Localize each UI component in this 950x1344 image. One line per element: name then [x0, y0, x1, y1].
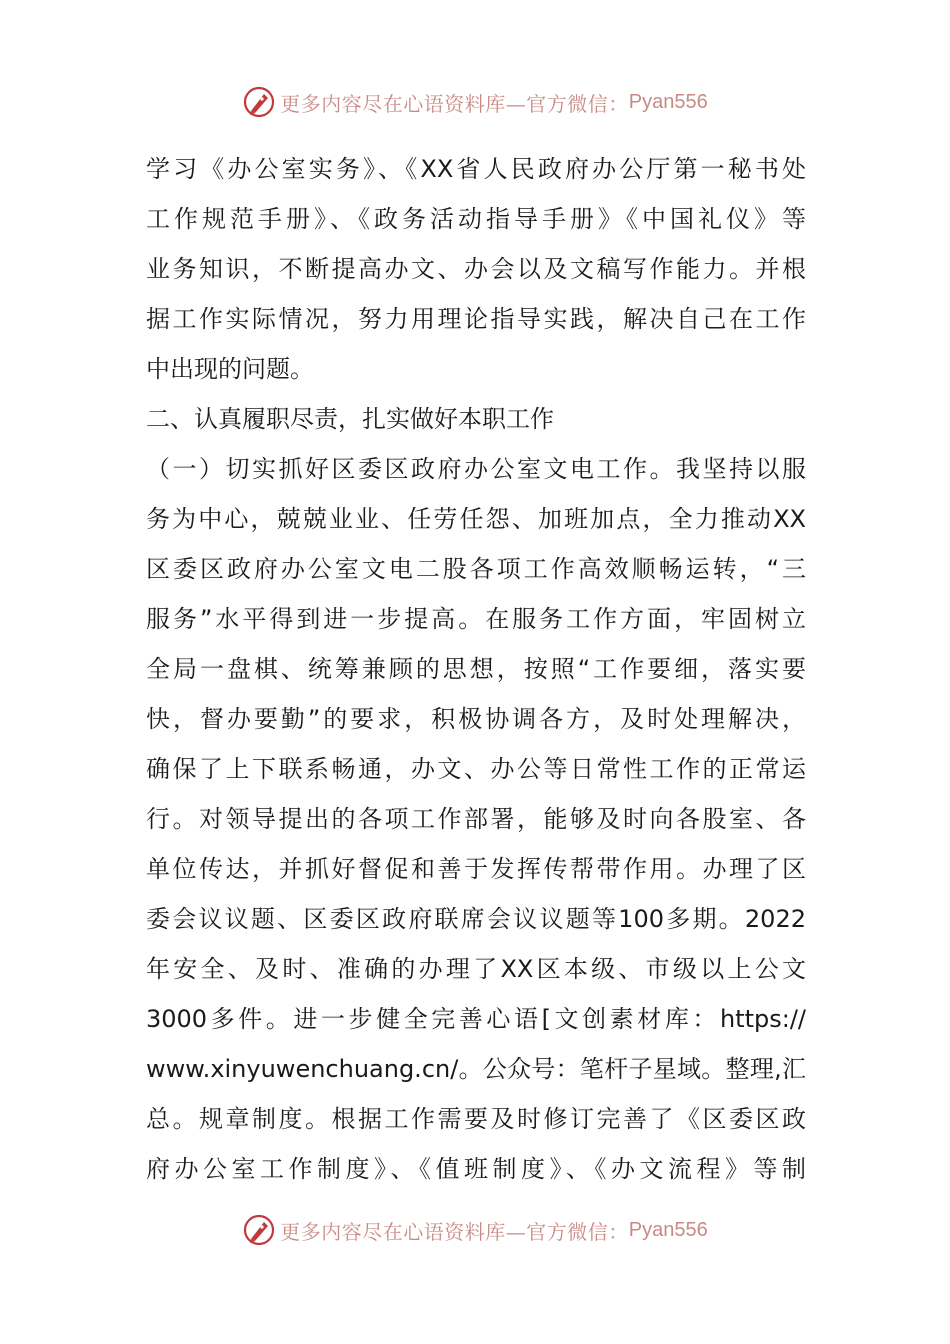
- body-line: 务为中心，兢兢业业、任劳任怨、加班加点，全力推动XX: [146, 505, 806, 533]
- body-line: 据工作实际情况，努力用理论指导实践，解决自己在工作: [146, 305, 806, 333]
- header-watermark: [0, 82, 950, 122]
- body-line: 总。规章制度。根据工作需要及时修订完善了《区委区政: [146, 1105, 806, 1133]
- body-line: 全局一盘棋、统筹兼顾的思想，按照“工作要细，落实要: [146, 655, 806, 683]
- body-line: www.xinyuwenchuang.cn/。公众号：笔杆子星域。整理,汇: [146, 1055, 806, 1083]
- body-line: 区委区政府办公室文电二股各项工作高效顺畅运转，“三: [146, 555, 806, 583]
- body-line: 学习《办公室实务》、《XX省人民政府办公厅第一秘书处: [146, 155, 806, 183]
- body-line: 快，督办要勤”的要求，积极协调各方，及时处理解决，: [146, 705, 806, 733]
- body-line: 府办公室工作制度》、《值班制度》、《办文流程》等制: [146, 1155, 806, 1183]
- body-line: 中出现的问题。: [146, 355, 314, 383]
- body-line: 单位传达，并抓好督促和善于发挥传帮带作用。办理了区: [146, 855, 806, 883]
- pen-nib-logo-icon: [242, 1213, 276, 1247]
- section-heading: 二、认真履职尽责，扎实做好本职工作: [146, 405, 554, 433]
- watermark-wechat-id: Pyan556: [628, 90, 708, 113]
- watermark-text: 更多内容尽在心语资料库—官方微信：: [280, 91, 629, 116]
- body-line: 工作规范手册》、《政务活动指导手册》《中国礼仪》等: [146, 205, 806, 233]
- body-line: 3000多件。进一步健全完善心语[文创素材库：https://: [146, 1005, 806, 1033]
- watermark-wechat-id: Pyan556: [628, 1218, 708, 1241]
- document-body: [146, 146, 806, 1196]
- body-line: （一）切实抓好区委区政府办公室文电工作。我坚持以服: [146, 455, 806, 483]
- pen-nib-logo-icon: [242, 85, 276, 119]
- body-line: 委会议议题、区委区政府联席会议议题等100多期。2022: [146, 905, 806, 933]
- watermark-text: 更多内容尽在心语资料库—官方微信：: [280, 1219, 629, 1244]
- body-line: 行。对领导提出的各项工作部署，能够及时向各股室、各: [146, 805, 806, 833]
- body-line: 服务”水平得到进一步提高。在服务工作方面，牢固树立: [146, 605, 806, 633]
- body-line: 年安全、及时、准确的办理了XX区本级、市级以上公文: [146, 955, 806, 983]
- body-line: 确保了上下联系畅通，办文、办公等日常性工作的正常运: [146, 755, 806, 783]
- body-line: 业务知识，不断提高办文、办会以及文稿写作能力。并根: [146, 255, 806, 283]
- footer-watermark: [0, 1210, 950, 1250]
